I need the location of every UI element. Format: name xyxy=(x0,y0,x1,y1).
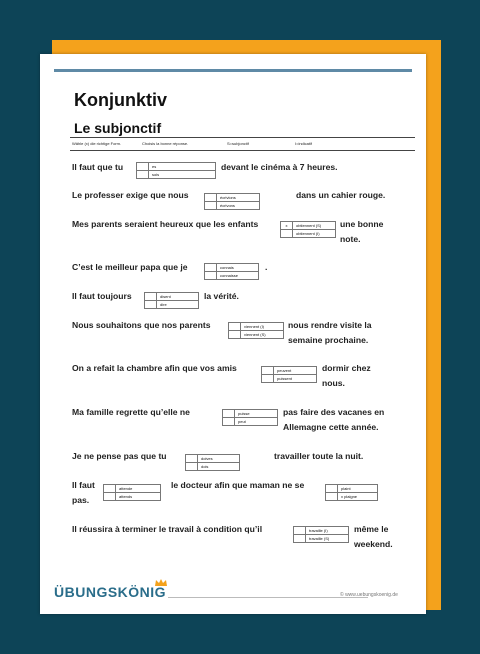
choice-label: dois xyxy=(201,464,209,469)
checkbox[interactable] xyxy=(205,202,217,209)
choice-label: attende xyxy=(119,486,133,491)
checkbox[interactable] xyxy=(145,301,157,308)
checkbox[interactable] xyxy=(223,418,235,425)
checkbox[interactable] xyxy=(294,535,306,542)
choice-option[interactable] xyxy=(293,526,349,535)
checkbox[interactable] xyxy=(137,171,149,178)
question-text-after: dormir chez nous. xyxy=(322,363,371,388)
footer-url: © www.uebungskoenig.de xyxy=(340,592,398,598)
checkbox[interactable] xyxy=(262,367,274,374)
choice-option[interactable] xyxy=(136,162,216,171)
choice-label: doives xyxy=(201,456,213,461)
question-text-after: pas faire des vacanes en Allemagne cette année. xyxy=(283,407,385,432)
choice-group-7 xyxy=(261,366,317,383)
question-text-before: Ma famille regrette qu’elle ne xyxy=(72,407,190,417)
question-text-after: la vérité. xyxy=(204,291,239,301)
worksheet-subtitle: Le subjonctif xyxy=(74,120,162,136)
choice-label: écrivions xyxy=(220,195,236,200)
checkbox[interactable] xyxy=(281,230,293,237)
choice-group-10b xyxy=(325,484,378,501)
question-5 xyxy=(72,289,402,304)
checkbox[interactable] xyxy=(229,323,241,330)
question-text-after: dans un cahier rouge. xyxy=(296,190,386,200)
choice-label: puisse xyxy=(238,411,250,416)
choice-option[interactable] xyxy=(293,535,349,543)
question-text-after: devant le cinéma à 7 heures. xyxy=(221,162,338,172)
choice-option[interactable] xyxy=(144,292,199,301)
choice-label: obtiennent (S) xyxy=(296,223,322,228)
instruction-de: Wähle (x) die richtige Form. xyxy=(72,141,122,146)
question-text-before: Il réussira à terminer le travail à condition qu’il xyxy=(72,524,263,534)
checkbox[interactable] xyxy=(186,455,198,462)
checkbox[interactable] xyxy=(223,410,235,417)
choice-option[interactable] xyxy=(204,202,260,210)
choice-group-9 xyxy=(185,454,240,471)
choice-label: connais xyxy=(220,265,234,270)
question-text-before: C’est le meilleur papa que je xyxy=(72,262,188,272)
choice-group-3 xyxy=(280,221,336,238)
question-text-before: Il faut xyxy=(72,480,95,490)
choice-label: viennent (S) xyxy=(244,332,266,337)
choice-label: peut xyxy=(238,419,246,424)
instruction-fr: Choisis la bonne réponse. xyxy=(142,141,189,146)
choice-option[interactable] xyxy=(103,493,161,501)
choice-group-1 xyxy=(136,162,216,179)
instructions-line xyxy=(70,137,415,151)
choice-option[interactable] xyxy=(222,418,278,426)
header-bar xyxy=(54,69,412,72)
choice-group-4 xyxy=(204,263,259,280)
choice-label: disent xyxy=(160,294,171,299)
checkbox[interactable] xyxy=(205,272,217,279)
choice-group-5 xyxy=(144,292,199,309)
choice-option[interactable] xyxy=(222,409,278,418)
choice-group-8 xyxy=(222,409,278,426)
choice-option[interactable] xyxy=(228,322,284,331)
choice-option[interactable] xyxy=(280,230,336,238)
question-text-middle: le docteur afin que maman ne se xyxy=(171,480,305,490)
choice-label: connaisse xyxy=(220,273,239,278)
question-text-after: pas. xyxy=(72,495,90,505)
checkbox[interactable] xyxy=(186,463,198,470)
checkbox[interactable] xyxy=(205,194,217,201)
question-text-after: travailler toute la nuit. xyxy=(274,451,364,461)
question-text-after: une bonne note. xyxy=(340,219,384,244)
question-text-after: . xyxy=(265,262,268,272)
question-text-before: On a refait la chambre afin que vos amis xyxy=(72,363,237,373)
question-text-after: même le weekend. xyxy=(354,524,393,549)
choice-label: x plaigne xyxy=(341,494,358,499)
checkbox[interactable] xyxy=(294,527,306,534)
question-1 xyxy=(72,160,402,175)
question-text-before: Le professer exige que nous xyxy=(72,190,189,200)
checkbox[interactable] xyxy=(104,493,116,500)
choice-option[interactable] xyxy=(185,454,240,463)
brand-logo: ÜBUNGSKÖNIG xyxy=(54,584,167,600)
choice-label: travaille (I) xyxy=(309,528,328,533)
question-text-before: Je ne pense pas que tu xyxy=(72,451,167,461)
choice-option[interactable] xyxy=(204,193,260,202)
checkbox[interactable] xyxy=(205,264,217,271)
choice-group-6 xyxy=(228,322,284,339)
worksheet-title: Konjunktiv xyxy=(74,90,167,110)
choice-label: puissent xyxy=(277,376,292,381)
choice-option[interactable] xyxy=(204,263,259,272)
question-text-after: nous rendre visite la semaine prochaine. xyxy=(288,320,372,345)
checkbox[interactable] xyxy=(104,485,116,492)
checkbox[interactable] xyxy=(145,293,157,300)
choice-option[interactable] xyxy=(144,301,199,309)
checkbox[interactable] xyxy=(137,163,149,170)
choice-option[interactable] xyxy=(228,331,284,339)
choice-option[interactable] xyxy=(204,272,259,280)
question-text-before: Nous souhaitons que nos parents xyxy=(72,320,211,330)
choice-group-11 xyxy=(293,526,349,543)
checkbox[interactable]: x xyxy=(281,222,293,229)
choice-label: peuvent xyxy=(277,368,292,373)
choice-option[interactable] xyxy=(325,484,378,493)
choice-group-2 xyxy=(204,193,260,210)
checkbox[interactable] xyxy=(262,375,274,382)
choice-option[interactable] xyxy=(325,493,378,501)
footer-divider xyxy=(168,597,368,598)
choice-label: plaint xyxy=(341,486,351,491)
choice-option[interactable] xyxy=(280,221,336,230)
choice-group-10a xyxy=(103,484,161,501)
choice-option[interactable] xyxy=(103,484,161,493)
choice-label: dire xyxy=(160,302,167,307)
instruction-s: S=subjonctif xyxy=(227,141,249,146)
question-text-before: Il faut que tu xyxy=(72,162,124,172)
choice-label: attends xyxy=(119,494,133,499)
question-text-before: Il faut toujours xyxy=(72,291,132,301)
choice-option[interactable] xyxy=(261,375,317,383)
checkbox[interactable] xyxy=(326,485,338,492)
checkbox[interactable] xyxy=(326,493,338,500)
choice-option[interactable] xyxy=(185,463,240,471)
question-text-before: Mes parents seraient heureux que les enfants xyxy=(72,219,259,229)
choice-label: sois xyxy=(152,172,160,177)
worksheet xyxy=(40,54,426,614)
choice-label: obtiennent (I) xyxy=(296,231,320,236)
checkbox[interactable] xyxy=(229,331,241,338)
choice-label: travaille (S) xyxy=(309,536,330,541)
choice-option[interactable] xyxy=(136,171,216,179)
choice-label: es xyxy=(152,164,157,169)
choice-label: écrivons xyxy=(220,203,235,208)
instruction-i: I=indicatif xyxy=(295,141,313,146)
choice-option[interactable] xyxy=(261,366,317,375)
choice-label: viennent (I) xyxy=(244,324,265,329)
